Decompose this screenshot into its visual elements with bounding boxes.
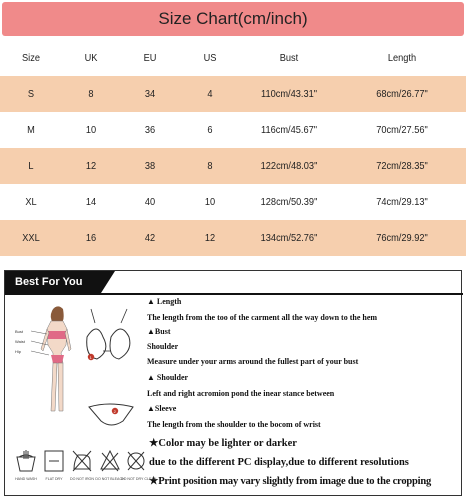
measurement-illustration [11, 301, 147, 451]
bust-description: Measure under your arms around the fullest part of your bust [147, 357, 359, 366]
do-not-bleach-icon [99, 447, 121, 480]
hip-label: Hip [15, 349, 22, 354]
cell-length: 76cm/29.92" [376, 232, 428, 244]
cell-uk: 16 [85, 232, 97, 244]
cell-size: L [28, 160, 34, 172]
header-eu: EU [143, 52, 157, 64]
shoulder-heading: ▲ Shoulder [147, 373, 189, 382]
cell-eu: 42 [144, 232, 156, 244]
table-row [0, 148, 466, 184]
best-for-you-panel [4, 270, 462, 496]
cell-bust: 122cm/48.03" [260, 160, 318, 172]
length-heading: ▲ Length [147, 297, 182, 306]
cell-bust: 116cm/45.67" [260, 124, 318, 136]
color-notice: ★Color may be lighter or darker [149, 438, 297, 449]
flat-dry-icon [43, 447, 65, 480]
bust-heading: ▲Bust [147, 327, 171, 336]
svg-text:1: 1 [89, 355, 92, 360]
best-for-you-tab: Best For You [5, 271, 101, 293]
care-label: FLAT DRY [45, 477, 63, 481]
length-description: The length from the too of the carment all the way down to the hem [147, 313, 378, 322]
tab-tail-decoration [101, 271, 115, 293]
header-length: Length [387, 52, 417, 64]
cell-length: 72cm/28.35" [376, 160, 428, 172]
print-notice: ★Print position may vary slightly from image due to the cropping [149, 476, 432, 487]
table-row [0, 184, 466, 220]
header-uk: UK [84, 52, 98, 64]
care-instructions [9, 447, 157, 493]
table-row [0, 112, 466, 148]
cell-us: 6 [207, 124, 213, 136]
cell-us: 12 [204, 232, 216, 244]
do-not-dry-clean-icon [125, 447, 147, 480]
cell-length: 68cm/26.77" [376, 88, 428, 100]
care-label: DO NOT IRON [70, 477, 94, 481]
cell-uk: 8 [88, 88, 94, 100]
size-chart-title: Size Chart(cm/inch) [2, 2, 464, 36]
bust-label: Bust [15, 329, 24, 334]
care-label: HAND WASH [15, 477, 37, 481]
header-us: US [203, 52, 217, 64]
cell-length: 70cm/27.56" [376, 124, 428, 136]
sleeve-description: The length from the shoulder to the bocom of wrist [147, 420, 321, 429]
cell-length: 74cm/29.13" [376, 196, 428, 208]
cell-bust: 128cm/50.39" [260, 196, 318, 208]
table-row [0, 220, 466, 256]
do-not-iron-icon [71, 447, 93, 480]
cell-eu: 34 [144, 88, 156, 100]
cell-uk: 12 [85, 160, 97, 172]
shoulder-label: Shoulder [147, 342, 179, 351]
sleeve-heading: ▲Sleeve [147, 404, 177, 413]
table-header-row [0, 40, 466, 76]
cell-size: S [27, 88, 35, 100]
display-notice: due to the different PC display,due to different resolutions [149, 457, 409, 468]
svg-text:2: 2 [113, 409, 116, 414]
model-figure-icon [11, 301, 147, 451]
cell-uk: 14 [85, 196, 97, 208]
size-table [0, 40, 466, 256]
cell-size: M [27, 124, 35, 136]
table-row [0, 76, 466, 112]
cell-bust: 110cm/43.31" [260, 88, 318, 100]
cell-eu: 40 [144, 196, 156, 208]
tab-divider [5, 293, 463, 295]
cell-us: 10 [204, 196, 216, 208]
cell-eu: 38 [144, 160, 156, 172]
hand-wash-icon [15, 447, 37, 480]
cell-us: 8 [207, 160, 213, 172]
shoulder-description: Left and right acromion pond the inear stance between [147, 389, 335, 398]
cell-uk: 10 [85, 124, 97, 136]
cell-size: XL [25, 196, 37, 208]
cell-eu: 36 [144, 124, 156, 136]
waist-label: Waist [15, 339, 25, 344]
header-bust: Bust [279, 52, 299, 64]
cell-us: 4 [207, 88, 213, 100]
cell-size: XXL [22, 232, 40, 244]
header-size: Size [22, 52, 40, 64]
care-label: DO NOT BLEACH [95, 477, 125, 481]
cell-bust: 134cm/52.76" [260, 232, 318, 244]
care-label: DO NOT DRY CLEAN [121, 477, 157, 481]
